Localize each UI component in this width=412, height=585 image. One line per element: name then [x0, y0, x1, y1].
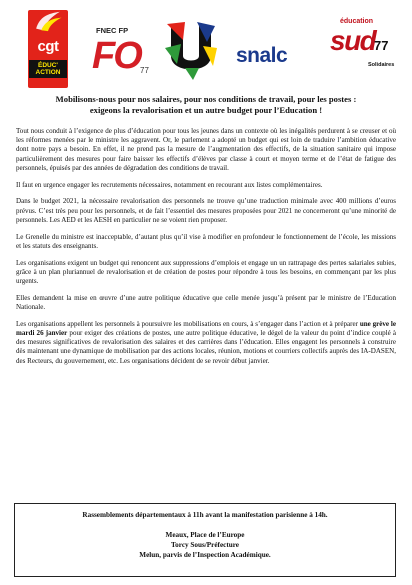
place-meaux: Meaux, Place de l’Europe [165, 531, 245, 539]
cgt-logo [28, 10, 68, 88]
paragraph-budget: Dans le budget 2021, la nécessaire revalorisation des personnels ne trouve qu’une traduction minimale avec 400 millions d’euros prévus. C’est très peu pour les personnels, et de fait l’essentiel des mesures proposées pour 2021 ne concerneront qu’une minorité de personnels. Les AED et les AESH en particulier ne se voient rien proposer. [16, 197, 396, 224]
paragraph-grenelle: Le Grenelle du ministre est inacceptable, d’autant plus qu’il vise à modifier en profondeur le fonctionnement de l’école, les missions et les statuts des enseignants. [16, 232, 396, 250]
sud-logo-word: sud [330, 25, 376, 56]
unsa-logo [163, 18, 219, 84]
place-torcy: Torcy Sous/Préfecture [171, 541, 239, 549]
logo-bar [0, 8, 412, 90]
rassemblements-box [14, 503, 396, 577]
sud-logo [328, 18, 400, 86]
sud-logo-sub: Solidaires [368, 62, 395, 68]
paragraph-politique: Elles demandent la mise en œuvre d’une autre politique éducative que celle menée jusqu’à présent par le ministre de l’Education Nationale. [16, 293, 396, 312]
document-title [10, 94, 402, 116]
appel-text-after: pour exiger des créations de postes, une autre politique éducative, le dégel de la valeur du point d’indice couplé à des mesures significatives de revalorisation des salaires et des carrières dans l’éducation. Elles engagent les personnels à construire dès maintenant une dynamique de mobilisation par des actions locales, réunion, motions et courriers collectifs auprès des IA-DASEN, des Recteurs, du gouvernement, etc. Les organisations décident de se revoir début janvier. [16, 329, 396, 365]
sud-logo-edu: éducation [340, 18, 374, 25]
document-body [16, 127, 396, 373]
cgt-flame-icon [28, 10, 68, 32]
title-line-1: Mobilisons-nous pour nos salaires, pour nos conditions de travail, pour les postes : [55, 94, 357, 104]
title-line-2: exigeons la revalorisation et un autre budget pour l’Education ! [89, 105, 323, 115]
unsa-u-icon [163, 18, 219, 84]
appel-text-before: Les organisations appellent les personnels à poursuivre les mobilisations en cours, à s’engager dans l’action et à préparer [16, 319, 360, 328]
snalc-logo [236, 44, 316, 74]
fo-logo-top: FNEC FP [96, 26, 129, 35]
place-melun: Melun, parvis de l’Inspection Académique. [139, 551, 271, 559]
fo-logo [88, 26, 150, 86]
appel-strike-date: une grève le mardi 26 janvier [16, 319, 396, 338]
paragraph-recrutements: Il faut en urgence engager les recrutements nécessaires, notamment en recourant aux listes complémentaires. [16, 180, 323, 189]
rassemblements-headline: Rassemblements départementaux à 11h avant la manifestation parisienne à 14h. [82, 511, 328, 519]
fo-logo-word: FO [92, 35, 141, 77]
paragraph-intro: Tout nous conduit à l’exigence de plus d’éducation pour tous les jeunes dans un contexte où les inégalités perdurent à se creuser et où les réformes menées par le ministre les aggravent. Or, le parlement a adopté un budget qui est loin de traduire l’ambition éducative dont notre pays a besoin. En effet, il ne prend pas la mesure de l’augmentation des effectifs, de la situation sanitaire qui impose particulièrement des mesures pour faire baisser les effectifs d’élèves par classe à court et moyen terme et de l’état de fatigue des personnels, épuisés par des années de dégradation des conditions de travail. [16, 127, 396, 172]
fo-logo-num: 77 [140, 66, 149, 75]
snalc-logo-word: snalc [236, 44, 288, 67]
sud-logo-num: 77 [374, 38, 389, 53]
paragraph-appel [16, 320, 396, 366]
cgt-logo-sub: ÉDUC' ACTION [29, 60, 67, 78]
cgt-logo-word: cgt [37, 38, 59, 55]
paragraph-exigences: Les organisations exigent un budget qui renoncent aux suppressions d’emplois et engage un un rattrapage des pertes salariales subies, grâce à un plan pluriannuel de revalorisation et de création de postes pour répondre à tous les besoins, en commençant par les plus urgents. [16, 258, 396, 286]
